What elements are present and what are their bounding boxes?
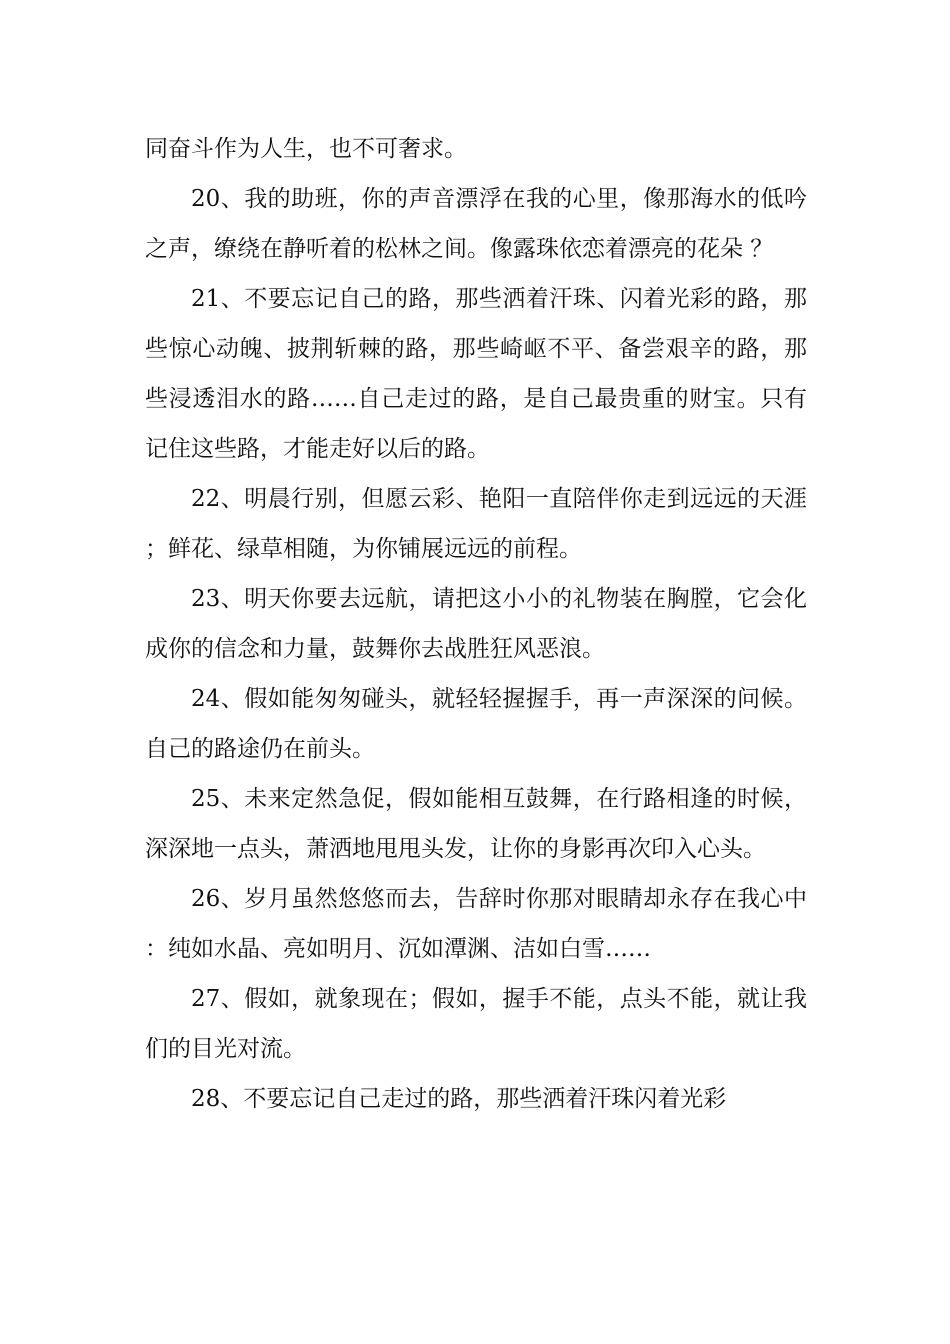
paragraph-21: 21、不要忘记自己的路，那些洒着汗珠、闪着光彩的路，那些惊心动魄、披荆斩棘的路，那些崎岖不平、备尝艰辛的路，那些浸透泪水的路……自己走过的路，是自己最贵重的财宝。只有记住这些路，才能走好以后的路。 [145, 286, 807, 462]
paragraph-23: 23、明天你要去远航，请把这小小的礼物装在胸膛，它会化成你的信念和力量，鼓舞你去战胜狂风恶浪。 [145, 586, 807, 662]
paragraph-26: 26、岁月虽然悠悠而去，告辞时你那对眼睛却永存在我心中：纯如水晶、亮如明月、沉如潭渊、洁如白雪…… [145, 886, 807, 962]
paragraph-28: 28、不要忘记自己走过的路，那些洒着汗珠闪着光彩 [191, 1086, 727, 1112]
paragraph-continuation: 同奋斗作为人生，也不可奢求。 [145, 136, 467, 162]
paragraph-22: 22、明晨行别，但愿云彩、艳阳一直陪伴你走到远远的天涯；鲜花、绿草相随，为你铺展远远的前程。 [145, 486, 807, 562]
document-body [145, 124, 807, 1124]
paragraph-24: 24、假如能匆匆碰头，就轻轻握握手，再一声深深的问候。自己的路途仍在前头。 [145, 686, 807, 762]
paragraph-20: 20、我的助班，你的声音漂浮在我的心里，像那海水的低吟之声，缭绕在静听着的松林之间。像露珠依恋着漂亮的花朵 ？ [145, 186, 807, 262]
paragraph-25: 25、未来定然急促，假如能相互鼓舞，在行路相逢的时候，深深地一点头，萧洒地甩甩头发，让你的身影再次印入心头。 [145, 786, 807, 862]
paragraph-27: 27、假如，就象现在；假如，握手不能，点头不能，就让我们的目光对流。 [145, 986, 807, 1062]
